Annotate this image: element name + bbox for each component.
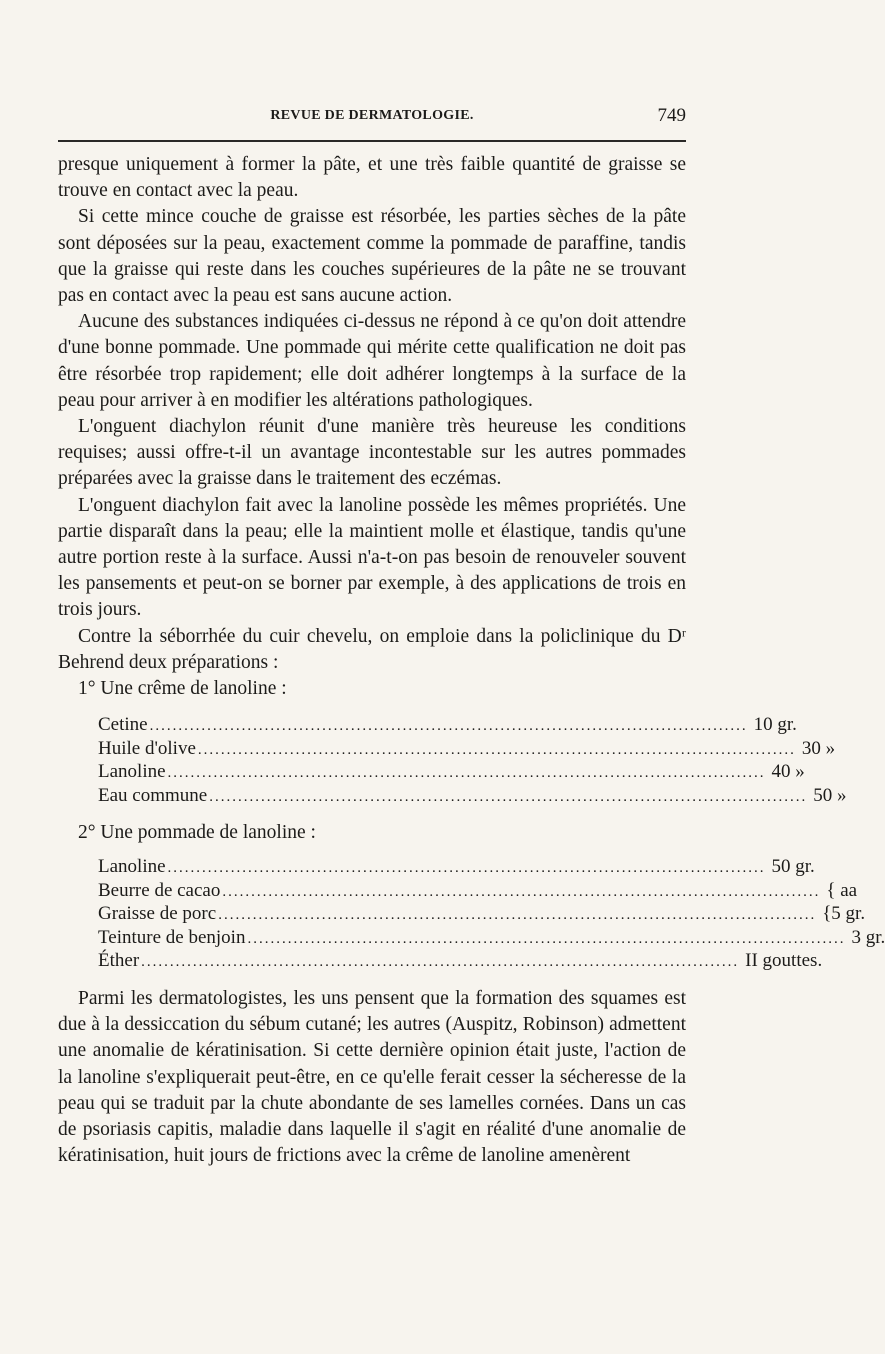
ingredient: Éther <box>98 950 140 972</box>
quantity: 50 gr. <box>771 856 815 878</box>
recipe-row <box>98 856 815 880</box>
page-number: 749 <box>657 105 686 126</box>
page-header <box>58 105 686 134</box>
header-rule <box>58 140 686 142</box>
paragraph: Si cette mince couche de graisse est résorbée, les parties sèches de la pâte sont déposées sur la peau, exactement comme la pommade de paraffine, tandis que la graisse qui reste dans les couches supérieures de la pâte ne se trouvant pas en contact avec la peau est sans aucune action. <box>58 206 686 307</box>
leader-dots: ........................................................................................................ <box>197 741 796 758</box>
paragraph: Parmi les dermatologistes, les uns pensent que la formation des squames est due à la dessiccation du sébum cutané; les autres (Auspitz, Robinson) admettent une anomalie de kératinisation. Si cette dernière opinion était juste, l'action de la lanoline s'expliquerait peut-être, en ce qu'elle ferait cesser la sécheresse de la peau qui se traduit par la chute abondante de ses lamelles cornées. Dans un cas de psoriasis capitis, maladie dans laquelle il s'agit en réalité d'une anomalie de kératinisation, huit jours de frictions avec la crême de lanoline amenèrent <box>58 987 686 1167</box>
quantity: 10 gr. <box>753 714 797 736</box>
body-text <box>58 152 885 1169</box>
running-title: REVUE DE DERMATOLOGIE. <box>270 108 474 123</box>
leader-dots: ........................................................................................................ <box>247 930 846 947</box>
leader-dots: ........................................................................................................ <box>218 907 817 924</box>
leader-dots: ........................................................................................................ <box>167 860 766 877</box>
paragraph: Aucune des substances indiquées ci-dessus ne répond à ce qu'on doit attendre d'une bonne pommade. Une pommade qui mérite cette qualification ne doit pas être résorbée trop rapidement; elle doit adhérer longtemps à la surface de la peau pour arriver à en modifier les altérations pathologiques. <box>58 311 686 411</box>
ingredient: Cetine <box>98 714 148 736</box>
paragraph: Contre la séborrhée du cuir chevelu, on emploie dans la policlinique du Dʳ Behrend deux préparations : <box>58 625 686 673</box>
ingredient: Huile d'olive <box>98 737 196 759</box>
paragraph: L'onguent diachylon fait avec la lanoline possède les mêmes propriétés. Une partie disparaît dans la peau; elle la maintient molle et élastique, tandis qu'une autre portion reste à la surface. Aussi n'a-t-on pas besoin de renouveler souvent les pansements et peut-on se borner par exemple, à des applications de trois en trois jours. <box>58 494 686 621</box>
ingredient: Graisse de porc <box>98 903 217 925</box>
recipe-heading: 2° Une pommade de lanoline : <box>78 822 316 844</box>
paragraph: presque uniquement à former la pâte, et une très faible quantité de graisse se trouve en contact avec la peau. <box>58 154 686 202</box>
ingredient: Teinture de benjoin <box>98 926 246 948</box>
leader-dots: ........................................................................................................ <box>141 954 740 971</box>
recipe-row <box>98 761 805 785</box>
ingredient: Lanoline <box>98 761 166 783</box>
recipe-row <box>98 903 866 927</box>
recipe-heading: 1° Une crême de lanoline : <box>78 678 287 700</box>
quantity: {5 gr. <box>822 903 866 925</box>
ingredient: Beurre de cacao <box>98 879 221 901</box>
recipe-row <box>98 926 885 951</box>
leader-dots: ........................................................................................................ <box>222 883 821 900</box>
quantity: { aa <box>826 879 858 901</box>
paragraph: L'onguent diachylon réunit d'une manière très heureuse les conditions requises; aussi offre-t-il un avantage incontestable sur les autres pommades préparées avec la graisse dans le traitement des eczémas. <box>58 416 686 490</box>
quantity: 50 » <box>813 784 847 806</box>
quantity: 30 » <box>801 737 836 759</box>
quantity: II gouttes. <box>745 950 823 972</box>
recipe-row <box>98 737 836 762</box>
recipe-row <box>98 784 847 809</box>
ingredient: Eau commune <box>98 784 208 806</box>
recipe-table <box>98 856 885 974</box>
recipe-row <box>98 950 823 974</box>
recipe-row <box>98 879 858 904</box>
recipe-table <box>98 714 847 808</box>
quantity: 3 gr. <box>851 926 885 948</box>
quantity: 40 » <box>771 761 805 783</box>
ingredient: Lanoline <box>98 856 166 878</box>
recipe-row <box>98 714 797 738</box>
leader-dots: ........................................................................................................ <box>167 765 766 782</box>
leader-dots: ........................................................................................................ <box>209 788 808 805</box>
leader-dots: ........................................................................................................ <box>149 718 748 735</box>
